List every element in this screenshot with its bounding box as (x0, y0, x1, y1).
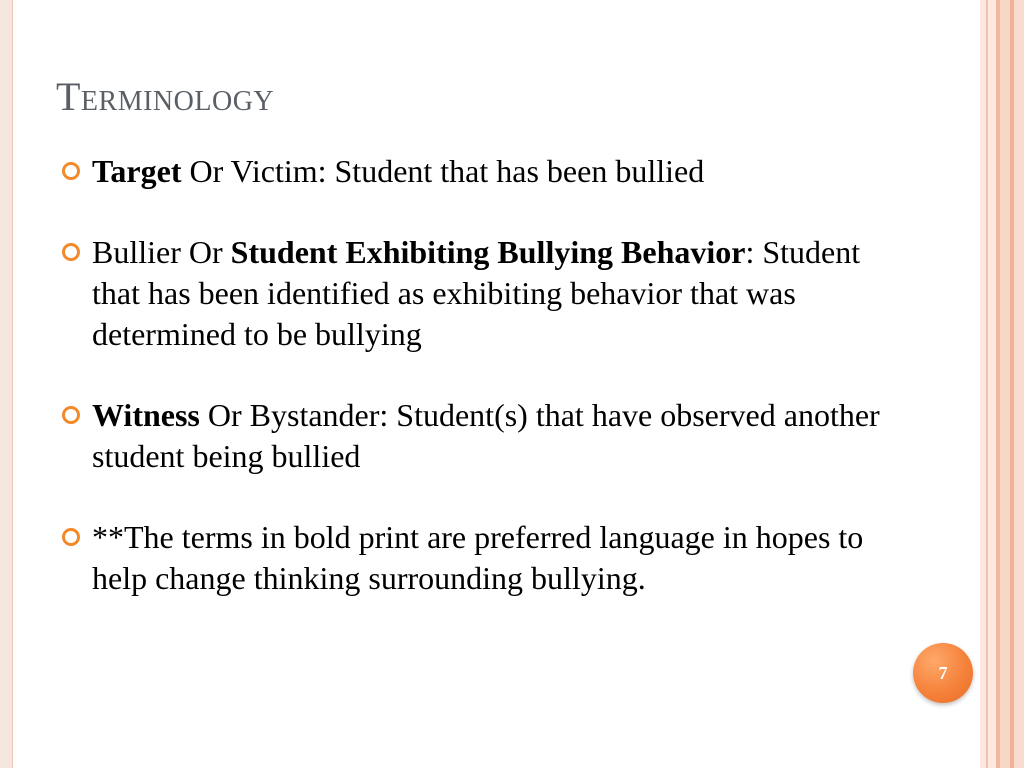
bullet-item-3 (62, 395, 907, 477)
bullet-text-1 (92, 151, 704, 192)
bullet-3-part-2: Or Bystander: Student(s) that have observed another student being bullied (92, 397, 880, 474)
bullet-2-part-3: : Student that has been identified as exhibiting behavior that was determined to be bullying (92, 234, 861, 352)
circle-bullet-icon (62, 162, 80, 180)
slide-title: Terminology (56, 74, 275, 119)
right-border-decoration (980, 0, 1024, 768)
circle-bullet-icon (62, 406, 80, 424)
bullet-1-part-1: Target (92, 153, 182, 189)
bullet-item-2 (62, 232, 907, 355)
bullet-list (62, 151, 907, 599)
bullet-4-part-1: **The terms in bold print are preferred language in hopes to help change thinking surrounding bullying. (92, 519, 864, 596)
page-number-badge: 7 (913, 643, 973, 703)
bullet-text-3 (92, 395, 907, 477)
bullet-2-part-2: Student Exhibiting Bullying Behavior (230, 234, 746, 270)
circle-bullet-icon (62, 243, 80, 261)
left-border-decoration (0, 0, 12, 768)
left-border-line (12, 0, 13, 768)
bullet-1-part-2: Or Victim: Student that has been bullied (181, 153, 705, 189)
bullet-item-4 (62, 517, 907, 599)
bullet-3-part-1: Witness (92, 397, 200, 433)
bullet-text-2 (92, 232, 907, 355)
bullet-item-1 (62, 151, 907, 192)
bullet-2-part-1: Bullier Or (92, 234, 231, 270)
bullet-text-4 (92, 517, 907, 599)
circle-bullet-icon (62, 528, 80, 546)
